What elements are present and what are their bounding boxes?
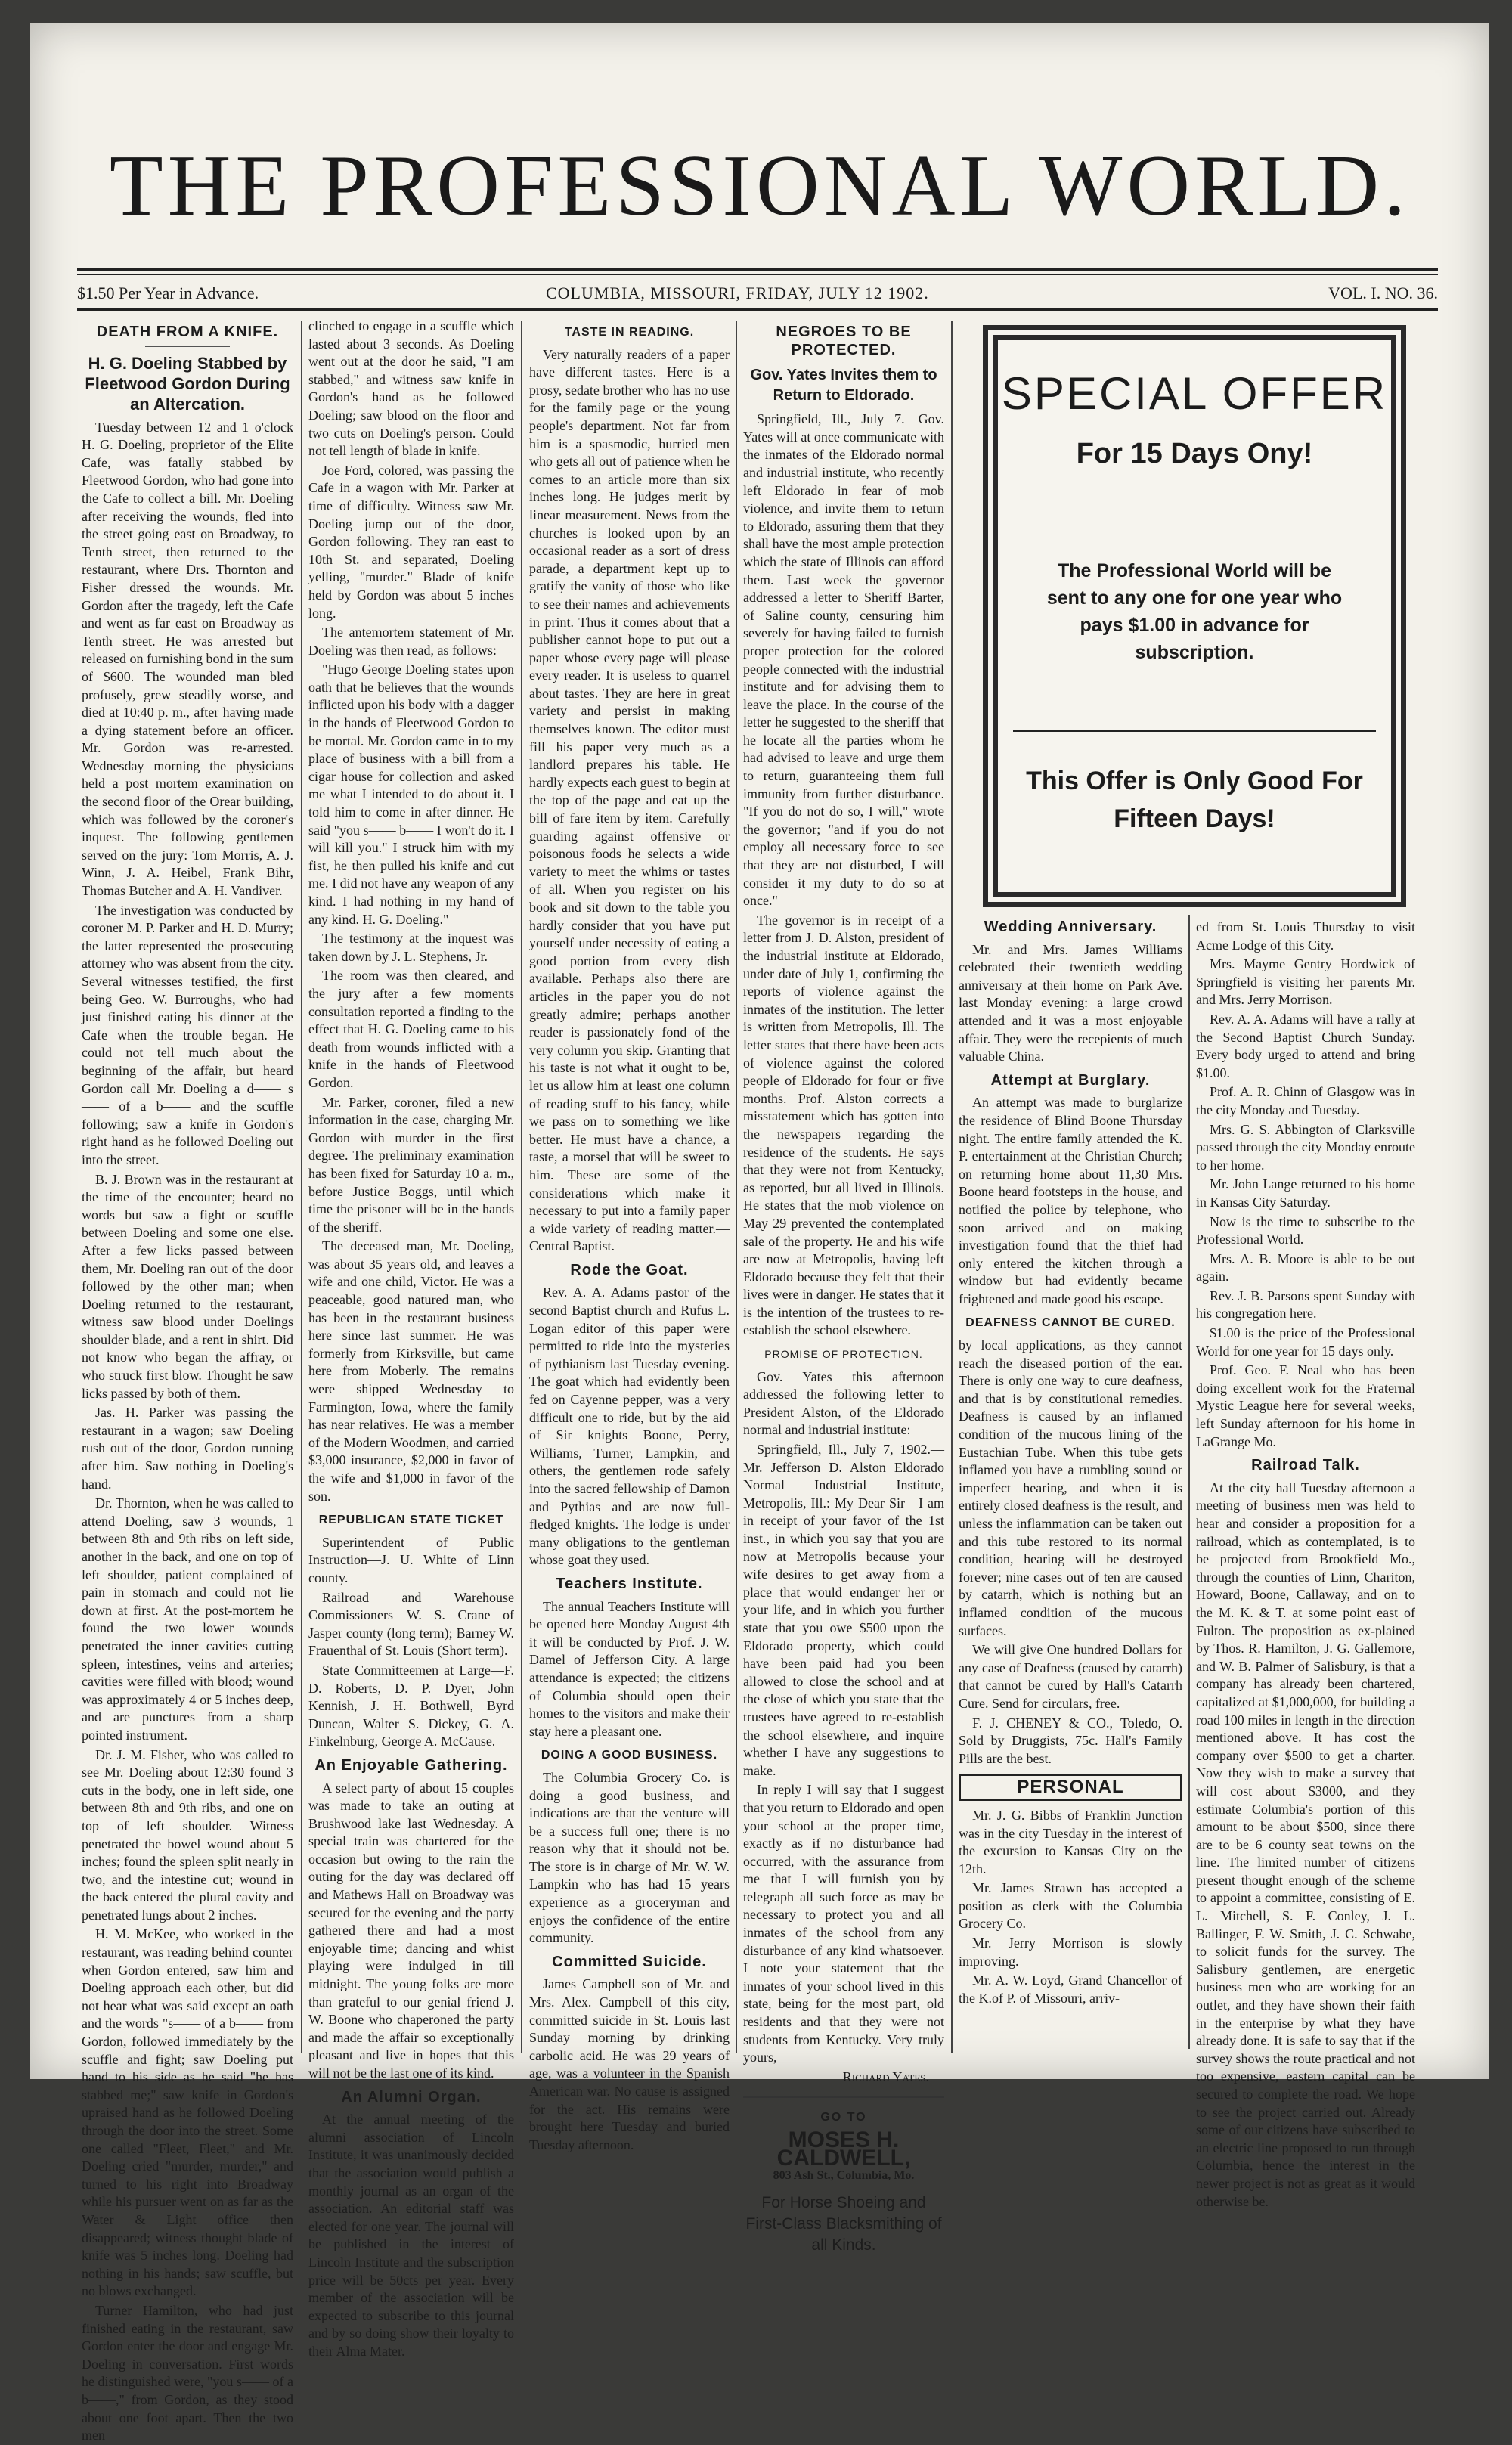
article-paragraph: Dr. J. M. Fisher, who was called to see Mr. Doeling about 12:30 found 3 cuts in the body, one in left side, one between 8th and 9th ribs, and one on top of left shoulder. Witness penetrated the bowel wound about 5 inches; found the spleen split nearly in two, and the intestine cut; wound in the back entered the plural cavity and penetrated lungs about 2 inches.	[82, 1746, 293, 1923]
column-6	[1196, 919, 1415, 2209]
article-paragraph: $1.00 is the price of the Professional World for one year for 15 days only.	[1196, 1325, 1415, 1359]
subhead-gov-yates: Gov. Yates Invites them to Return to Eldorado.	[750, 367, 937, 404]
article-paragraph: Mrs. G. S. Abbington of Clarksville passed through the city Monday enroute to her home.	[1196, 1121, 1415, 1173]
ad-services: For Horse Shoeing and First-Class Blacksmithing of all Kinds.	[745, 2193, 942, 2254]
article-paragraph: The Columbia Grocery Co. is doing a good business, and indications are that the venture will be a success full one; there is no reason why that it should not be. The store is in charge of Mr. W. W. Lampkin who has had 15 years experience as a groceryman and enjoys the confidence of the entire community.	[529, 1769, 730, 1946]
masthead: THE PROFESSIONAL WORLD.	[109, 138, 1411, 234]
article-paragraph: Superintendent of Public Instruction—J. U. White of Linn county.	[308, 1534, 514, 1585]
column-rule	[301, 321, 302, 2053]
offer-footer: This Offer is Only Good For Fifteen Days!	[1026, 767, 1363, 833]
column-1	[82, 318, 293, 2443]
article-paragraph: Jas. H. Parker was passing the restaurant in a wagon; saw Doeling rush out of the door, Gordon running after him. Saw nothing in Doeling's hand.	[82, 1405, 293, 1492]
headline-wedding-anniversary: Wedding Anniversary.	[984, 919, 1157, 935]
ad-business-name: MOSES H. CALDWELL,	[776, 2127, 911, 2171]
headline-rule	[145, 346, 230, 347]
caldwell-ad	[743, 2109, 944, 2255]
article-paragraph: The testimony at the inquest was taken down by J. L. Stephens, Jr.	[308, 931, 514, 964]
article-paragraph: "Hugo George Doeling states upon oath that he believes that the wounds inflicted upon his body with a dagger in the hands of Fleetwood Gordon to be mortal. Mr. Gordon came in to my place of business with a bill from a cigar house for collection and asked me what I intended to do about it. I told him to come in after dinner. He said "you s—— b—— I won't do it. I will kill you." I struck him with my fist, he then pulled his knife and cut me. I did not have any weapon of any kind. I had nothing in my hand of any kind. H. G. Doeling."	[308, 662, 514, 927]
column-2	[308, 318, 514, 2359]
article-paragraph: Tuesday between 12 and 1 o'clock H. G. Doeling, proprietor of the Elite Cafe, was fatally stabbed by Fleetwood Gordon, who had gone into the Cafe to collect a bill. Mr. Doeling after receiving the wounds, fled into the street going east on Broadway, to Tenth street, then returned to the restaurant, where Drs. Thornton and Fisher dressed the wounds. Mr. Gordon after the tragedy, left the Cafe and went as far east on Broadway as Tenth street. He was arrested but released on furnishing bond in the sum of $600. The wounded man bled profusely, grew steadily worse, and died at 10:40 p. m., after having made a dying statement before an officer. Mr. Gordon was re-arrested. Wednesday morning the physicians held a post mortem examination on the second floor of the Orear building, which was followed by the coroner's inquest. The following gentlemen served on the jury: Tom Morris, A. J. Winn, J. A. Heibel, Frank Bihr, Thomas Butcher and A. H. Vandiver.	[82, 419, 293, 899]
offer-rule	[1013, 730, 1376, 732]
headline-teachers-institute: Teachers Institute.	[556, 1575, 703, 1592]
offer-title: SPECIAL OFFER	[1001, 368, 1388, 419]
offer-subtitle: For 15 Days Ony!	[1076, 438, 1313, 469]
article-paragraph: A select party of about 15 couples was made to take an outing at Brushwood lake last Wednesday. A special train was chartered for the occasion but owing to the rain the outing for the day was declared off and Mathews Hall on Broadway was secured for the evening and the party gathered there and had a most enjoyable time; dancing and whist playing were indulged in till midnight. The young folks are more than grateful to our genial friend J. W. Boone who chaperoned the party and made the affair so exceptionally pleasant and live in hopes that this will not be the last one of its kind.	[308, 1780, 514, 2081]
dateline-rule	[77, 308, 1438, 311]
headline-deafness: DEAFNESS CANNOT BE CURED.	[965, 1316, 1176, 1330]
headline-attempt-burglary: Attempt at Burglary.	[990, 1071, 1151, 1089]
article-paragraph: Railroad and Warehouse Commissioners—W. S. Crane of Jasper county (long term); Barney W. Frauenthal of St. Louis (Short term).	[308, 1589, 514, 1659]
article-paragraph: Prof. Geo. F. Neal who has been doing excellent work for the Fraternal Mystic League here for several weeks, left Sunday afternoon for his home in LaGrange Mo.	[1196, 1362, 1415, 1449]
article-paragraph: F. J. CHENEY & CO., Toledo, O. Sold by Druggists, 75c. Hall's Family Pills are the best.	[959, 1715, 1182, 1766]
article-paragraph: Mrs. A. B. Moore is able to be out again.	[1196, 1250, 1415, 1284]
special-offer-box	[983, 325, 1406, 907]
column-rule	[951, 321, 953, 2053]
headline-death-from-knife: DEATH FROM A KNIFE.	[96, 324, 279, 340]
article-paragraph: We will give One hundred Dollars for any case of Deafness (caused by catarrh) that cannot be cured by Hall's Catarrh Cure. Send for circulars, free.	[959, 1642, 1182, 1711]
article-paragraph: Mr. Jerry Morrison is slowly improving.	[959, 1935, 1182, 1969]
article-paragraph: H. M. McKee, who worked in the restaurant, was reading behind counter when Gordon entered, saw him and Doeling approach each other, but did not hear what was said except an oath and the words "s—— of a b—— from Gordon, followed immediately by the scuffle and fight; saw Doeling put hand to his side as he said "he has stabbed me;" saw knife in Gordon's upraised hand as he followed Doeling through the door into the street. Some one called "Fleet, Fleet," and Mr. Doeling cried "murder, murder," and turned to his right into Broadway while his pursuer went on as far as the Water & Light office then disappeared; witness thought blade of knife was 5 inches long. Doeling had nothing in his hands; saw scuffle, but no blows exchanged.	[82, 1926, 293, 2299]
article-paragraph: by local applications, as they cannot reach the diseased portion of the ear. There is only one way to cure deafness, and that is by constitutional remedies. Deafness is caused by an inflamed condition of the mucous lining of the Eustachian Tube. When this tube gets inflamed you have a rumbling sound or imperfect hearing, and when it is entirely closed deafness is the result, and unless the inflammation can be taken out and this tube restored to its normal condition, hearing will be destroyed forever; nine cases out of ten are caused by catarrh, which is nothing but an inflamed condition of the mucous surfaces.	[959, 1337, 1182, 1638]
article-paragraph: Rev. J. B. Parsons spent Sunday with his congregation here.	[1196, 1288, 1415, 1322]
headline-republican-ticket: REPUBLICAN STATE TICKET	[318, 1514, 504, 1527]
article-paragraph: Mr. J. G. Bibbs of Franklin Junction was in the city Tuesday in the interest of the excursion to Kansas City on the 12th.	[959, 1807, 1182, 1876]
article-paragraph: Mr. James Strawn has accepted a position as clerk with the Columbia Grocery Co.	[959, 1880, 1182, 1932]
article-paragraph: Gov. Yates this afternoon addressed the following letter to President Alston, of the Eldorado normal and industrial institute:	[743, 1368, 944, 1438]
headline-promise-of-protection: PROMISE OF PROTECTION.	[764, 1348, 923, 1361]
newspaper-page	[30, 23, 1489, 2443]
article-paragraph: ed from St. Louis Thursday to visit Acme Lodge of this City.	[1196, 919, 1415, 953]
article-paragraph: clinched to engage in a scuffle which lasted about 3 seconds. As Doeling went out at the door he said, "I am stabbed," and witness saw knife in Gordon's hand as he followed Doeling; saw blood on the floor and two cuts on Doeling's person. Could not tell length of blade in knife.	[308, 318, 514, 459]
article-paragraph: Mr. and Mrs. James Williams celebrated their twentieth wedding anniversary at their home on Park Ave. last Monday evening: a large crowd attended and it was a most enjoyable affair. They were the recepients of much valuable China.	[959, 941, 1182, 1064]
article-paragraph: Joe Ford, colored, was passing the Cafe in a wagon with Mr. Parker at time of difficulty. Witness saw Mr. Doeling jump out of the door, Gordon following. They ran east to 10th St. and separated, Doeling yelling, "murder." Blade of knife held by Gordon was about 5 inches long.	[308, 462, 514, 621]
article-paragraph: Mrs. Mayme Gentry Hordwick of Springfield is visiting her parents Mr. and Mrs. Jerry Morrison.	[1196, 956, 1415, 1008]
signature: Richard Yates.	[842, 2068, 929, 2084]
headline-taste-in-reading: TASTE IN READING.	[564, 326, 695, 339]
article-paragraph: The investigation was conducted by coroner M. P. Parker and H. D. Murry; the latter represented the prosecuting attorney who was absent from the city. Several witnesses testified, the first being Geo. W. Burroughs, who had just finished eating his dinner at the Cafe when the trouble began. He could not tell much about the beginning of the affair, but heard Gordon call Mr. Doeling a d—— s—— of a b—— and the scuffle following; saw a knife in Gordon's right hand as he followed Doeling out into the street.	[82, 902, 293, 1167]
column-rule	[1188, 915, 1190, 2049]
ad-address: 803 Ash St., Columbia, Mo.	[773, 2169, 915, 2183]
article-paragraph: The deceased man, Mr. Doeling, was about 35 years old, and leaves a wife and one child, Victor. He was a peaceable, good natured man, who has been in the restaurant business here since last summer. He was formerly from Kirksville, but came here from Moberly. The remains were shipped Wednesday to Farmington, Iowa, where the family has near relatives. He was a member of the Modern Woodmen, and carried $3,000 insurance, $2,000 in favor of the wife and $1,000 in favor of the son.	[308, 1238, 514, 1504]
column-5	[959, 919, 1182, 2056]
article-paragraph: Mr. A. W. Loyd, Grand Chancellor of the K.of P. of Missouri, arriv-	[959, 1972, 1182, 2006]
personal-banner: PERSONAL	[959, 1774, 1182, 1801]
headline-alumni-organ: An Alumni Organ.	[341, 2088, 482, 2106]
article-paragraph: State Committeemen at Large—F. D. Roberts, D. P. Dyer, John Kennish, J. H. Bothwell, Byrd Duncan, Walter S. Dickey, G. A. Finkelnburg, George A. McCause.	[308, 1662, 514, 1749]
article-paragraph: In reply I will say that I suggest that you return to Eldorado and open your school at the proper time, exactly as if no disturbance had occurred, with the assurance from me that I will furnish you by telegraph all such force as may be necessary to protect you and all inmates of the school from any disturbance of any kind whatsoever. I note your statement that the inmates of your school lived in this state, being for the most part, old residents and that they were not students from Kentucky. Very truly yours,	[743, 1782, 944, 2065]
headline-negroes-protected: NEGROES TO BE PROTECTED.	[776, 324, 912, 358]
article-paragraph: Springfield, Ill., July 7, 1902.—Mr. Jefferson D. Alston Eldorado Normal Industrial Institute, Metropolis, Ill.: My Dear Sir—I am in receipt of your favor of the 1st inst., in which you say that you are now at Metropolis because your wife desires to get away from a place that would endanger her or your life, and in which you further state that you owe $500 upon the Eldorado property, which could have been paid had you been allowed to close the school and at the close of which you state that the trustees have agreed to re-establish the school elsewhere, and inquire whether I have any suggestions to make.	[743, 1442, 944, 1778]
article-paragraph: The governor is in receipt of a letter from J. D. Alston, president of the industrial institute at Eldorado, under date of July 1, confirming the reports of violence against the inmates of the institution. The letter is written from Metropolis, Ill. The letter states that there have been acts of violence against the colored people of Eldorado for four or five months. Prof. Alston corrects a misstatement which has gotten into the newspapers regarding the residence of the students. He says that they were not from Kentucky, as reported, but all lived in Illinois. He states that the mob violence on May 29 prevented the contemplated sale of the property. He and his wife are now at Metropolis, having left Eldorado because they felt that their lives were in danger. He states that it is the intention of the trustees to re-establish the school elsewhere.	[743, 912, 944, 1338]
subscription-price: $1.50 Per Year in Advance.	[77, 284, 259, 302]
article-paragraph: At the city hall Tuesday afternoon a meeting of business men was held to hear and consider a proposition for a railroad, which as contemplated, is to be projected from Brookfield Mo., through the counties of Linn, Chariton, Howard, Boone, Callaway, and on to the M. K. & T. at some point east of Fulton. The proposition as ex-plained by Thos. R. Hamilton, J. G. Gallemore, and W. B. Palmer of Salisbury, is that a company has already been chartered, capitalized at $1,000,000, for building a road 100 miles in length in the direction mentioned above. It has cost the company over $500 to get a charter. Now they wish to make a survey that will cost about $3000, and they estimate Columbia's portion of this amount to be about $500, since there are to be 6 county seat towns on the line. The limited number of citizens present thought enough of the scheme to appoint a committee, consisting of E. L. Mitchell, S. F. Conley, J. L. Ballinger, F. W. Smith, J. C. Schwabe, to solicit funds for the survey. The Salisbury gentlemen, are energetic business men who are working for an outlet, and they have shown their faith in the enterprise by what they have already done. It is safe to say that if the survey shows the route practical and not too expensive, eastern capital can be secured to complete the road. We hope to see the project carried out. Already some of our citizens have subscribed to an electric line proposed to run through Columbia, hence the interest in the newer project is not as great as it would otherwise be.	[1196, 1480, 1415, 2209]
article-paragraph: Springfield, Ill., July 7.—Gov. Yates will at once communicate with the inmates of the Eldorado normal and industrial institute, who recently left Eldorado in fear of mob violence, and invite them to return to Eldorado, assuring them that they shall have the most ample protection which the state of Illinois can afford them. Last week the governor addressed a letter to Sheriff Barter, of Saline county, censuring him severely for having failed to furnish proper protection for the colored people connected with the industrial institute and for advising them to leave the place. In the course of the letter he suggested to the sheriff that he locate all the parties whom he had advised to leave and urge them to return, guaranteeing them full immunity from further disturbance. "If you do not do so, I will," wrote the governor; "and if you do not employ all necessary force to see that they are not disturbed, I will consider it my duty to do so at once."	[743, 411, 944, 909]
article-paragraph: At the annual meeting of the alumni association of Lincoln Institute, it was unanimously decided that the association would publish a monthly journal as an organ of the association. An editorial staff was elected for one year. The journal will be published in the interest of Lincoln Institute and the subscription price will be 50cts per year. Every member of the association will be expected to subscribe to this journal and by so doing show their loyalty to their Alma Mater.	[308, 2112, 514, 2359]
volume-number: VOL. I. NO. 36.	[1328, 284, 1438, 302]
masthead-rule-thin	[77, 274, 1438, 275]
dateline	[77, 284, 1438, 306]
subhead-doeling-stabbed: H. G. Doeling Stabbed by Fleetwood Gordon During an Altercation.	[85, 353, 290, 414]
article-paragraph: Dr. Thornton, when he was called to attend Doeling, saw 3 wounds, 1 between 8th and 9th ribs on left side, another in the back, and one on top of left shoulder, patient complained of pain in stomach and could not lie down at first. At the post-mortem he found the two lower wounds penetrated the inner cavities cutting spleen, intestines, veins and arteries; cavities were filled with blood; wound was approximately 4 or 5 inches deep, and are punctures from a sharp pointed instrument.	[82, 1495, 293, 1743]
article-paragraph: Mr. Parker, coroner, filed a new information in the case, charging Mr. Gordon with murder in the first degree. The preliminary examination has been fixed for Saturday 10 a. m., before Justice Boggs, until which time the prisoner will be in the hands of the sheriff.	[308, 1094, 514, 1235]
article-paragraph: B. J. Brown was in the restaurant at the time of the encounter; heard no words but saw a fight or scuffle between Doeling and some one else. After a few licks passed between them, Mr. Doeling ran out of the door followed by the other man; when Doeling returned to the restaurant, witness saw blood under Doelings shoulder blade, and a rent in shirt. Did not know who began the affray, or who struck first blow. Thought he saw licks passed by both of them.	[82, 1171, 293, 1401]
headline-railroad-talk: Railroad Talk.	[1251, 1457, 1360, 1474]
headline-good-business: DOING A GOOD BUSINESS.	[541, 1749, 718, 1762]
column-rule	[736, 321, 737, 2053]
offer-body: The Professional World will be sent to any one for one year who pays $1.00 in advance for subscription.	[1046, 560, 1343, 663]
ad-rule	[743, 2096, 944, 2098]
article-paragraph: Rev. A. A. Adams pastor of the second Baptist church and Rufus L. Logan editor of this paper were permitted to ride into the mysteries of pythianism last Tuesday evening. The goat which had evidently been fed on Cayenne pepper, was a very difficult one to ride, but by the aid of Sir knights Boone, Perry, Williams, Turner, Lampkin, and others, the gentlemen rode safely into the sacred fellowship of Damon and Pythias and are now full-fledged knights. The lodge is under many obligations to the gentleman whose goat they used.	[529, 1284, 730, 1568]
article-paragraph: Turner Hamilton, who had just finished eating in the restaurant, saw Gordon enter the door and engage Mr. Doeling in conversation. First words he distinguished were, "you s—— of a b——," from Gordon, as they stood about one foot apart. Then the two men	[82, 2302, 293, 2443]
article-paragraph: An attempt was made to burglarize the residence of Blind Boone Thursday night. The entire family attended the K. P. entertainment at the Christian Church; on returning home about 11,30 Mrs. Boone heard footsteps in the house, and notified the police by telephone, who soon arrived and on making investigation found that the thief had only entered the kitchen through a window but had evidently became frightened and made good his escape.	[959, 1095, 1182, 1306]
column-3	[529, 318, 730, 2152]
date-place: COLUMBIA, MISSOURI, FRIDAY, JULY 12 1902.	[546, 284, 929, 302]
column-4	[743, 318, 944, 2254]
article-paragraph: The antemortem statement of Mr. Doeling was then read, as follows:	[308, 624, 514, 658]
article-paragraph: The room was then cleared, and the jury after a few moments consultation reported a finding to the effect that H. G. Doeling came to his death from wounds inflicted with a knife in the hands of Fleetwood Gordon.	[308, 968, 514, 1090]
headline-committed-suicide: Committed Suicide.	[552, 1953, 707, 1970]
column-rule	[521, 321, 522, 2053]
headline-rode-the-goat: Rode the Goat.	[570, 1261, 689, 1278]
headline-enjoyable-gathering: An Enjoyable Gathering.	[314, 1756, 508, 1774]
ad-go-to: GO TO	[820, 2111, 867, 2124]
article-paragraph: The annual Teachers Institute will be opened here Monday August 4th it will be conducted by Prof. J. W. Damel of Jefferson City. A large attendance is expected; the citizens of Columbia should open their homes to the visitors and make their stay here a pleasant one.	[529, 1598, 730, 1739]
article-paragraph: Mr. John Lange returned to his home in Kansas City Saturday.	[1196, 1176, 1415, 1210]
article-paragraph: Now is the time to subscribe to the Professional World.	[1196, 1213, 1415, 1247]
article-paragraph: Very naturally readers of a paper have different tastes. Here is a prosy, sedate brother who has no use for the family page or the young people's department. Not far from him is a spasmodic, hurried men who gets all out of patience when he comes to an article more than six inches long. He judges merit by linear measurement. News from the churches is looked upon by an occasional reader as a sort of dress parade, a department kept up to gratify the vanity of those who like to see their names and achievements in print. Thus it comes about that a publisher cannot hope to put out a paper whose every page will please every reader. It is useless to quarrel about tastes. They are here in great variety and persist in making themselves known. The editor must fill his paper very much as a landlord prepares his table. He hardly expects each guest to begin at the top of the page and eat up the bill of fare item by item. Carefully guarding against offensive or poisonous foods he selects a wide variety to meet the whims or tastes of all. When you register on his book and sit down to the table you hardly consider that you have put yourself under necessity of eating a good portion from every dish available. Perhaps also there are articles in the paper you do not greatly admire; perhaps another reader is passionately fond of the very column you skip. Granting that his taste is not what it ought to be, let us allow him at least one column of reading stuff to his fancy, while we pass on to something we like better. He must have a chance, a taste, a morsel that will be sweet to him. These are some of the considerations which make it necessary to put into a family paper a wide variety of reading matter.—Central Baptist.	[529, 346, 730, 1254]
article-paragraph: Prof. A. R. Chinn of Glasgow was in the city Monday and Tuesday.	[1196, 1084, 1415, 1117]
masthead-rule-top	[77, 268, 1438, 271]
article-paragraph: Rev. A. A. Adams will have a rally at the Second Baptist Church Sunday. Every body urged to attend and bring $1.00.	[1196, 1011, 1415, 1080]
article-paragraph: James Campbell son of Mr. and Mrs. Alex. Campbell of this city, committed suicide in St. Louis last Sunday morning by drinking carbolic acid. He was 29 years of age, was a volunteer in the Spanish American war. No cause is assigned for the act. His remains were brought here Tuesday and buried Tuesday afternoon.	[529, 1976, 730, 2152]
